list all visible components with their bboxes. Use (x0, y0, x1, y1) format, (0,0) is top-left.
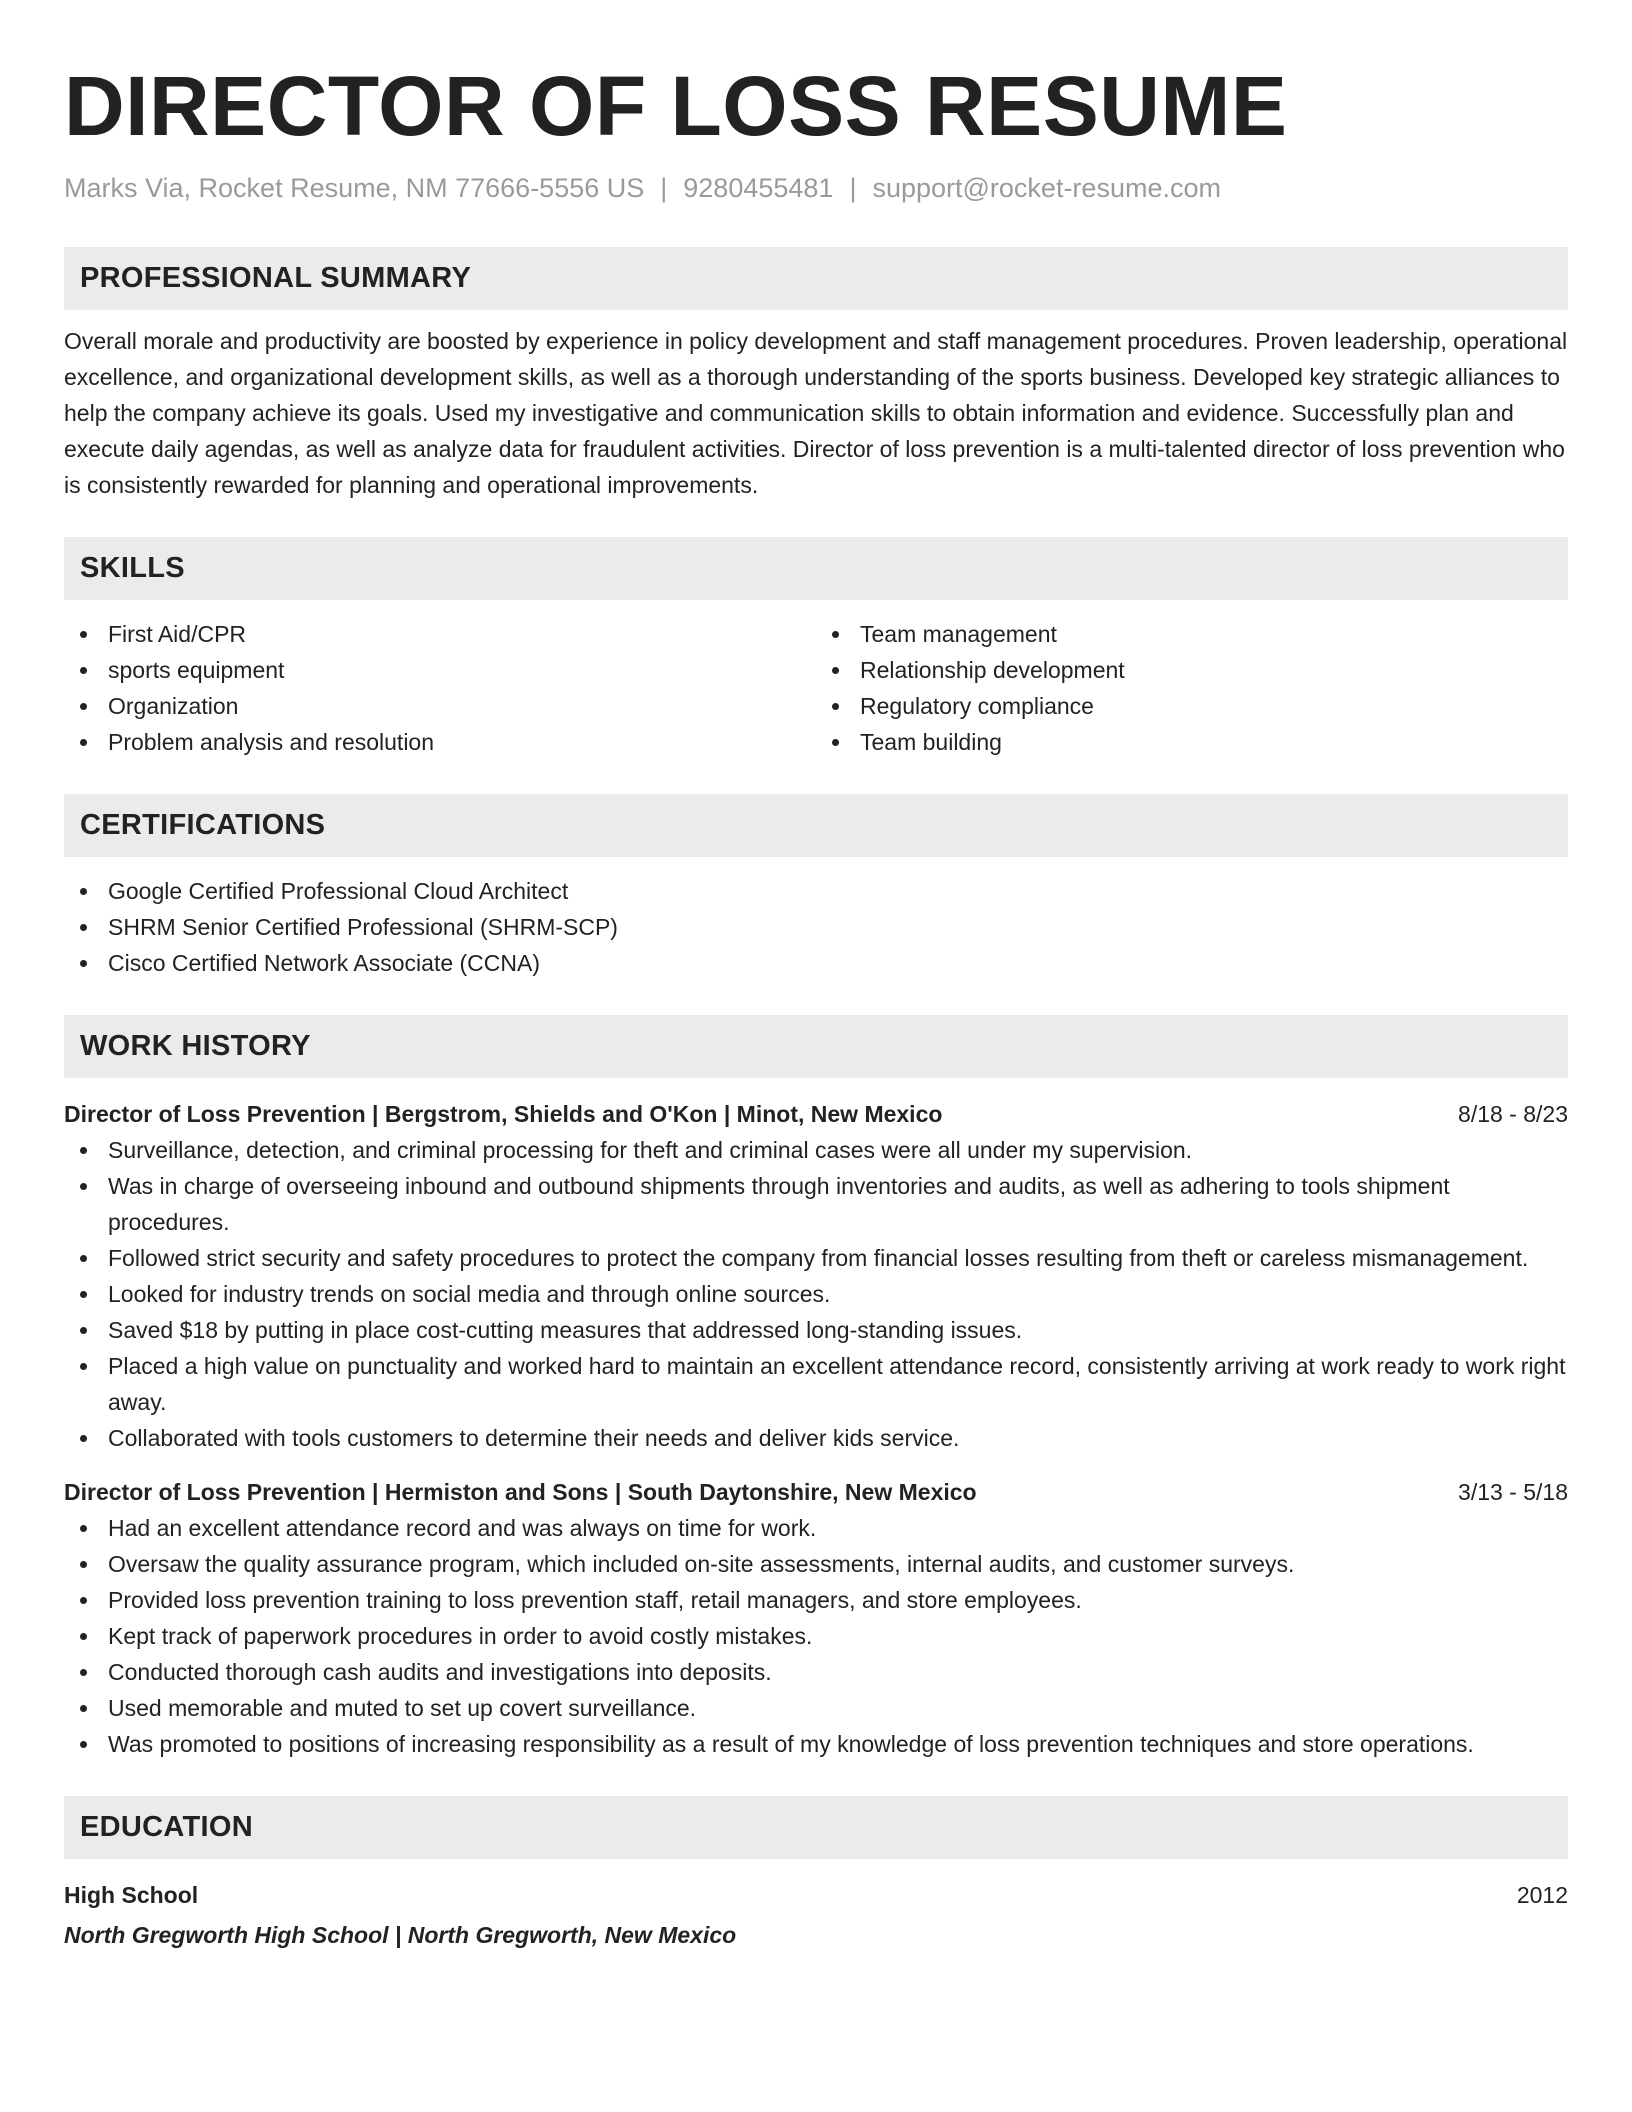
job-header (64, 1474, 1568, 1510)
contact-separator: | (849, 173, 857, 203)
skills-column-right (816, 616, 1568, 760)
job-bullet: Conducted thorough cash audits and investigations into deposits. (64, 1654, 1568, 1690)
skill-item: Relationship development (816, 652, 1568, 688)
summary-section (64, 247, 1568, 503)
job-header (64, 1096, 1568, 1132)
education-heading: EDUCATION (64, 1796, 1568, 1859)
job-entry (64, 1096, 1568, 1456)
job-bullet: Placed a high value on punctuality and worked hard to maintain an excellent attendance record, consistently arriving at work ready to work right away. (64, 1348, 1568, 1420)
skill-item: Team management (816, 616, 1568, 652)
job-bullet: Used memorable and muted to set up covert surveillance. (64, 1690, 1568, 1726)
contact-email: support@rocket-resume.com (872, 173, 1221, 203)
job-bullet: Collaborated with tools customers to determine their needs and deliver kids service. (64, 1420, 1568, 1456)
job-dates: 3/13 - 5/18 (1458, 1479, 1568, 1505)
job-bullet: Was promoted to positions of increasing responsibility as a result of my knowledge of loss prevention techniques and store operations. (64, 1726, 1568, 1762)
skill-item: First Aid/CPR (64, 616, 816, 652)
job-bullet: Had an excellent attendance record and was always on time for work. (64, 1510, 1568, 1546)
skill-item: Organization (64, 688, 816, 724)
job-bullet: Saved $18 by putting in place cost-cutting measures that addressed long-standing issues. (64, 1312, 1568, 1348)
job-title: Director of Loss Prevention | Hermiston and Sons | South Daytonshire, New Mexico (64, 1479, 977, 1505)
education-year: 2012 (1516, 1882, 1568, 1908)
certifications-list (64, 873, 1568, 981)
certification-item: Google Certified Professional Cloud Architect (64, 873, 1568, 909)
skills-column-left (64, 616, 816, 760)
education-school: North Gregworth High School | North Gregworth, New Mexico (64, 1922, 737, 1948)
summary-heading: PROFESSIONAL SUMMARY (64, 247, 1568, 310)
job-entry (64, 1474, 1568, 1762)
skill-item: Problem analysis and resolution (64, 724, 816, 760)
education-degree: High School (64, 1882, 199, 1908)
job-bullet: Kept track of paperwork procedures in order to avoid costly mistakes. (64, 1618, 1568, 1654)
work-history-section (64, 1015, 1568, 1762)
contact-address: Marks Via, Rocket Resume, NM 77666-5556 US (64, 173, 645, 203)
certifications-heading: CERTIFICATIONS (64, 794, 1568, 857)
skill-item: Team building (816, 724, 1568, 760)
certification-item: Cisco Certified Network Associate (CCNA) (64, 945, 1568, 981)
job-bullet: Surveillance, detection, and criminal processing for theft and criminal cases were all under my supervision. (64, 1132, 1568, 1168)
contact-line (64, 170, 1568, 206)
job-bullet: Oversaw the quality assurance program, which included on-site assessments, internal audits, and customer surveys. (64, 1546, 1568, 1582)
work-history-heading: WORK HISTORY (64, 1015, 1568, 1078)
certifications-section (64, 794, 1568, 981)
education-header (64, 1877, 1568, 1913)
resume-title: DIRECTOR OF LOSS RESUME (64, 59, 1288, 153)
contact-separator: | (660, 173, 668, 203)
education-section (64, 1796, 1568, 1953)
job-bullets (64, 1132, 1568, 1456)
certification-item: SHRM Senior Certified Professional (SHRM-SCP) (64, 909, 1568, 945)
job-bullet: Followed strict security and safety procedures to protect the company from financial losses resulting from theft or careless mismanagement. (64, 1240, 1568, 1276)
job-title: Director of Loss Prevention | Bergstrom, Shields and O'Kon | Minot, New Mexico (64, 1101, 943, 1127)
job-bullet: Provided loss prevention training to loss prevention staff, retail managers, and store employees. (64, 1582, 1568, 1618)
skills-heading: SKILLS (64, 537, 1568, 600)
job-bullet: Was in charge of overseeing inbound and outbound shipments through inventories and audits, as well as adhering to tools shipment procedures. (64, 1168, 1568, 1240)
skills-section (64, 537, 1568, 760)
skill-item: Regulatory compliance (816, 688, 1568, 724)
job-bullets (64, 1510, 1568, 1762)
job-dates: 8/18 - 8/23 (1458, 1101, 1568, 1127)
contact-phone: 9280455481 (683, 173, 834, 203)
job-bullet: Looked for industry trends on social media and through online sources. (64, 1276, 1568, 1312)
skills-list-right (816, 616, 1568, 760)
skill-item: sports equipment (64, 652, 816, 688)
summary-text: Overall morale and productivity are boosted by experience in policy development and staff management procedures. Proven leadership, operational excellence, and organizational development skills, as well as a thorough understanding of the sports business. Developed key strategic alliances to help the company achieve its goals. Used my investigative and communication skills to obtain information and evidence. Successfully plan and execute daily agendas, as well as analyze data for fraudulent activities. Director of loss prevention is a multi-talented director of loss prevention who is consistently rewarded for planning and operational improvements. (64, 328, 1568, 498)
skills-grid (64, 616, 1568, 760)
skills-list-left (64, 616, 816, 760)
